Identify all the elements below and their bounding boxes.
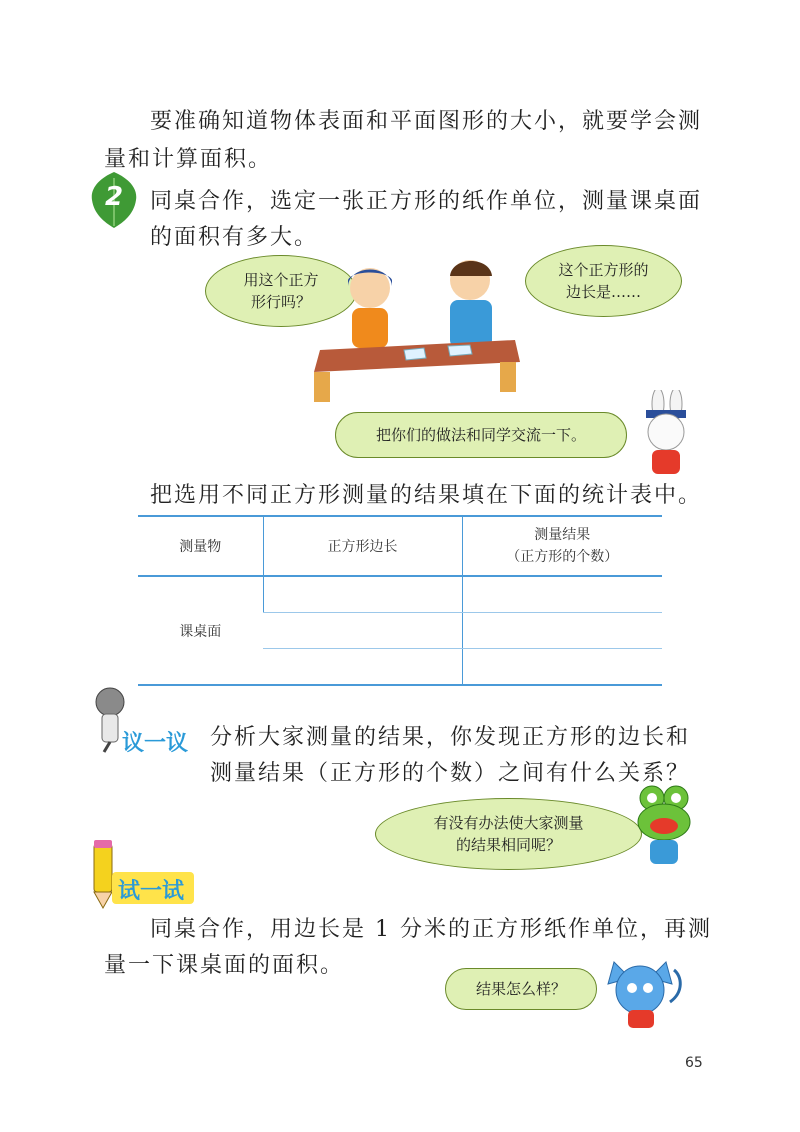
frog-speech-bubble: 有没有办法使大家测量 的结果相同呢？ xyxy=(375,798,642,870)
header-object: 测量物 xyxy=(138,516,263,576)
example-line-2: 的面积有多大。 xyxy=(150,225,319,250)
cell-result-2[interactable] xyxy=(462,613,662,649)
discuss-badge: 议一议 xyxy=(122,731,189,756)
example-number: 2 xyxy=(104,182,124,212)
rabbit-speech-bubble: 把你们的做法和同学交流一下。 xyxy=(335,412,627,458)
cell-side-1[interactable] xyxy=(263,576,462,613)
leaf-number-badge xyxy=(88,170,140,230)
frog-character-icon xyxy=(630,782,700,872)
try-line-2: 量一下课桌面的面积。 xyxy=(104,953,345,978)
girl-speech-bubble: 用这个正方 形行吗？ xyxy=(205,255,357,327)
cat-speech-bubble: 结果怎么样？ xyxy=(445,968,597,1010)
discuss-line-1: 分析大家测量的结果，你发现正方形的边长和 xyxy=(210,725,691,750)
cat-character-icon xyxy=(600,952,690,1032)
try-line-1: 同桌合作，用边长是 1 分米的正方形纸作单位，再测 xyxy=(150,917,712,942)
discuss-line-2: 测量结果（正方形的个数）之间有什么关系？ xyxy=(210,761,691,786)
try-badge: 试一试 xyxy=(118,879,185,904)
cell-result-3[interactable] xyxy=(462,649,662,686)
example-line-1: 同桌合作，选定一张正方形的纸作单位，测量课桌面 xyxy=(150,189,703,214)
cell-side-2[interactable] xyxy=(263,613,462,649)
header-side-length: 正方形边长 xyxy=(263,516,462,576)
rabbit-character-icon xyxy=(630,390,700,480)
cell-result-1[interactable] xyxy=(462,576,662,613)
header-result: 测量结果 （正方形的个数） xyxy=(462,516,662,576)
cell-side-3[interactable] xyxy=(263,649,462,686)
children-at-desk-illustration xyxy=(300,250,540,410)
intro-line-1: 要准确知道物体表面和平面图形的大小，就要学会测 xyxy=(150,109,703,134)
page-number: 65 xyxy=(685,1055,703,1071)
table-intro-text: 把选用不同正方形测量的结果填在下面的统计表中。 xyxy=(150,483,703,508)
intro-line-2: 量和计算面积。 xyxy=(104,147,273,172)
boy-speech-bubble: 这个正方形的 边长是…… xyxy=(525,245,682,317)
row-label-desk: 课桌面 xyxy=(138,576,263,685)
statistics-table xyxy=(138,515,662,686)
